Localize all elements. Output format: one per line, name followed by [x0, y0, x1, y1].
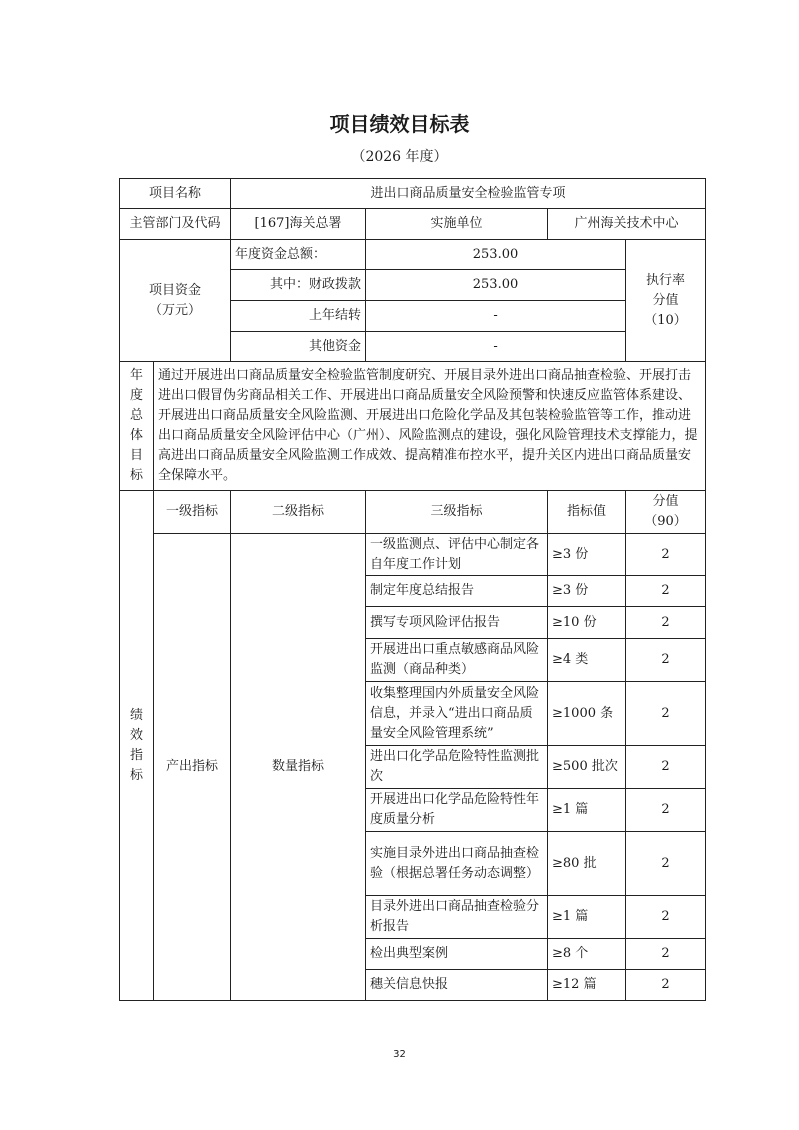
score-line1: 执行率 — [646, 272, 686, 288]
goal-label-char: 标 — [129, 468, 143, 483]
header-level1: 一级指标 — [154, 491, 231, 534]
funds-total-row — [120, 240, 706, 270]
indicator-value: ≥1000 条 — [548, 682, 626, 746]
execution-rate-score — [626, 240, 706, 362]
carryover-label: 上年结转 — [231, 301, 366, 332]
indicator-name: 进出口化学品危险特性监测批次 — [366, 746, 548, 789]
indicator-value: ≥1 篇 — [548, 896, 626, 939]
goal-label-char: 度 — [129, 388, 143, 403]
fiscal-value: 253.00 — [366, 270, 626, 301]
score-line2: 分值 — [652, 292, 679, 308]
carryover-value: - — [366, 301, 626, 332]
indicator-score: 2 — [626, 896, 706, 939]
page-number: 32 — [393, 1049, 406, 1060]
dept-row — [120, 209, 706, 240]
indicator-value: ≥4 类 — [548, 639, 626, 682]
indicator-name: 收集整理国内外质量安全风险信息，并录入“进出口商品质量安全风险管理系统” — [366, 682, 548, 746]
level1-output: 产出指标 — [154, 534, 231, 1001]
dept-value: [167]海关总署 — [231, 209, 366, 240]
goal-label-char: 体 — [129, 428, 143, 443]
indicator-name: 穗关信息快报 — [366, 970, 548, 1001]
indicator-name: 撰写专项风险评估报告 — [366, 607, 548, 639]
indicator-name: 实施目录外进出口商品抽查检验（根据总署任务动态调整） — [366, 832, 548, 896]
indicator-value: ≥3 份 — [548, 576, 626, 607]
project-name-value: 进出口商品质量安全检验监管专项 — [231, 179, 706, 209]
indicator-value: ≥12 篇 — [548, 970, 626, 1001]
funds-label — [120, 240, 231, 362]
indicator-score: 2 — [626, 682, 706, 746]
fiscal-label: 其中：财政拨款 — [231, 270, 366, 301]
unit-label: 实施单位 — [366, 209, 548, 240]
goal-label-char: 目 — [129, 448, 143, 463]
indicators-label-char: 标 — [129, 767, 143, 783]
indicator-score: 2 — [626, 789, 706, 832]
indicator-name: 开展进出口重点敏感商品风险监测（商品种类） — [366, 639, 548, 682]
funds-label-line1: 项目资金 — [149, 282, 202, 298]
indicators-label-char: 指 — [129, 747, 143, 763]
header-score — [626, 491, 706, 534]
annual-total-label: 年度资金总额： — [231, 240, 366, 270]
goal-label — [120, 362, 154, 491]
project-name-row — [120, 179, 706, 209]
table-row — [120, 534, 706, 576]
year-subtitle: （2026 年度） — [351, 149, 448, 165]
funds-label-line2: （万元） — [149, 302, 202, 318]
indicator-name: 检出典型案例 — [366, 939, 548, 970]
goal-label-char: 年 — [129, 368, 143, 383]
performance-table — [119, 178, 706, 1001]
goal-label-char: 总 — [129, 408, 143, 423]
indicator-score: 2 — [626, 607, 706, 639]
indicator-score: 2 — [626, 832, 706, 896]
header-level2: 二级指标 — [231, 491, 366, 534]
indicator-value: ≥500 批次 — [548, 746, 626, 789]
goal-row — [120, 362, 706, 491]
other-value: - — [366, 332, 626, 362]
unit-value: 广州海关技术中心 — [548, 209, 706, 240]
indicator-value: ≥10 份 — [548, 607, 626, 639]
indicators-label — [120, 491, 154, 1001]
indicator-score: 2 — [626, 970, 706, 1001]
indicator-score: 2 — [626, 534, 706, 576]
project-name-label: 项目名称 — [120, 179, 231, 209]
score-line3: （10） — [644, 312, 687, 328]
indicator-name: 一级监测点、评估中心制定各自年度工作计划 — [366, 534, 548, 576]
indicator-value: ≥80 批 — [548, 832, 626, 896]
indicator-score: 2 — [626, 576, 706, 607]
dept-label: 主管部门及代码 — [120, 209, 231, 240]
indicators-label-char: 效 — [129, 727, 143, 743]
indicators-label-char: 绩 — [129, 707, 143, 723]
page-title: 项目绩效目标表 — [329, 112, 470, 136]
header-score-line1: 分值 — [652, 494, 679, 509]
indicator-score: 2 — [626, 939, 706, 970]
other-label: 其他资金 — [231, 332, 366, 362]
indicator-name: 制定年度总结报告 — [366, 576, 548, 607]
header-value: 指标值 — [548, 491, 626, 534]
goal-text: 通过开展进出口商品质量安全检验监管制度研究、开展目录外进出口商品抽查检验、开展打击进出口假冒伪劣商品相关工作、开展进出口商品质量安全风险预警和快速反应监管体系建设、开展进出口商品质量安全风险监测、开展进出口危险化学品及其包装检验监管等工作，推动进出口商品质量安全风险评估中心（广州）、风险监测点的建设，强化风险管理技术支撑能力，提高进出口商品质量安全风险监测工作成效、提高精准布控水平，提升关区内进出口商品质量安全保障水平。 — [154, 362, 706, 491]
indicator-score: 2 — [626, 639, 706, 682]
indicators-header-row — [120, 491, 706, 534]
indicator-name: 目录外进出口商品抽查检验分析报告 — [366, 896, 548, 939]
level2-quantity: 数量指标 — [231, 534, 366, 1001]
indicator-value: ≥3 份 — [548, 534, 626, 576]
header-score-line2: （90） — [644, 514, 687, 529]
indicator-name: 开展进出口化学品危险特性年度质量分析 — [366, 789, 548, 832]
indicator-value: ≥1 篇 — [548, 789, 626, 832]
annual-total-value: 253.00 — [366, 240, 626, 270]
header-level3: 三级指标 — [366, 491, 548, 534]
indicator-value: ≥8 个 — [548, 939, 626, 970]
indicator-score: 2 — [626, 746, 706, 789]
